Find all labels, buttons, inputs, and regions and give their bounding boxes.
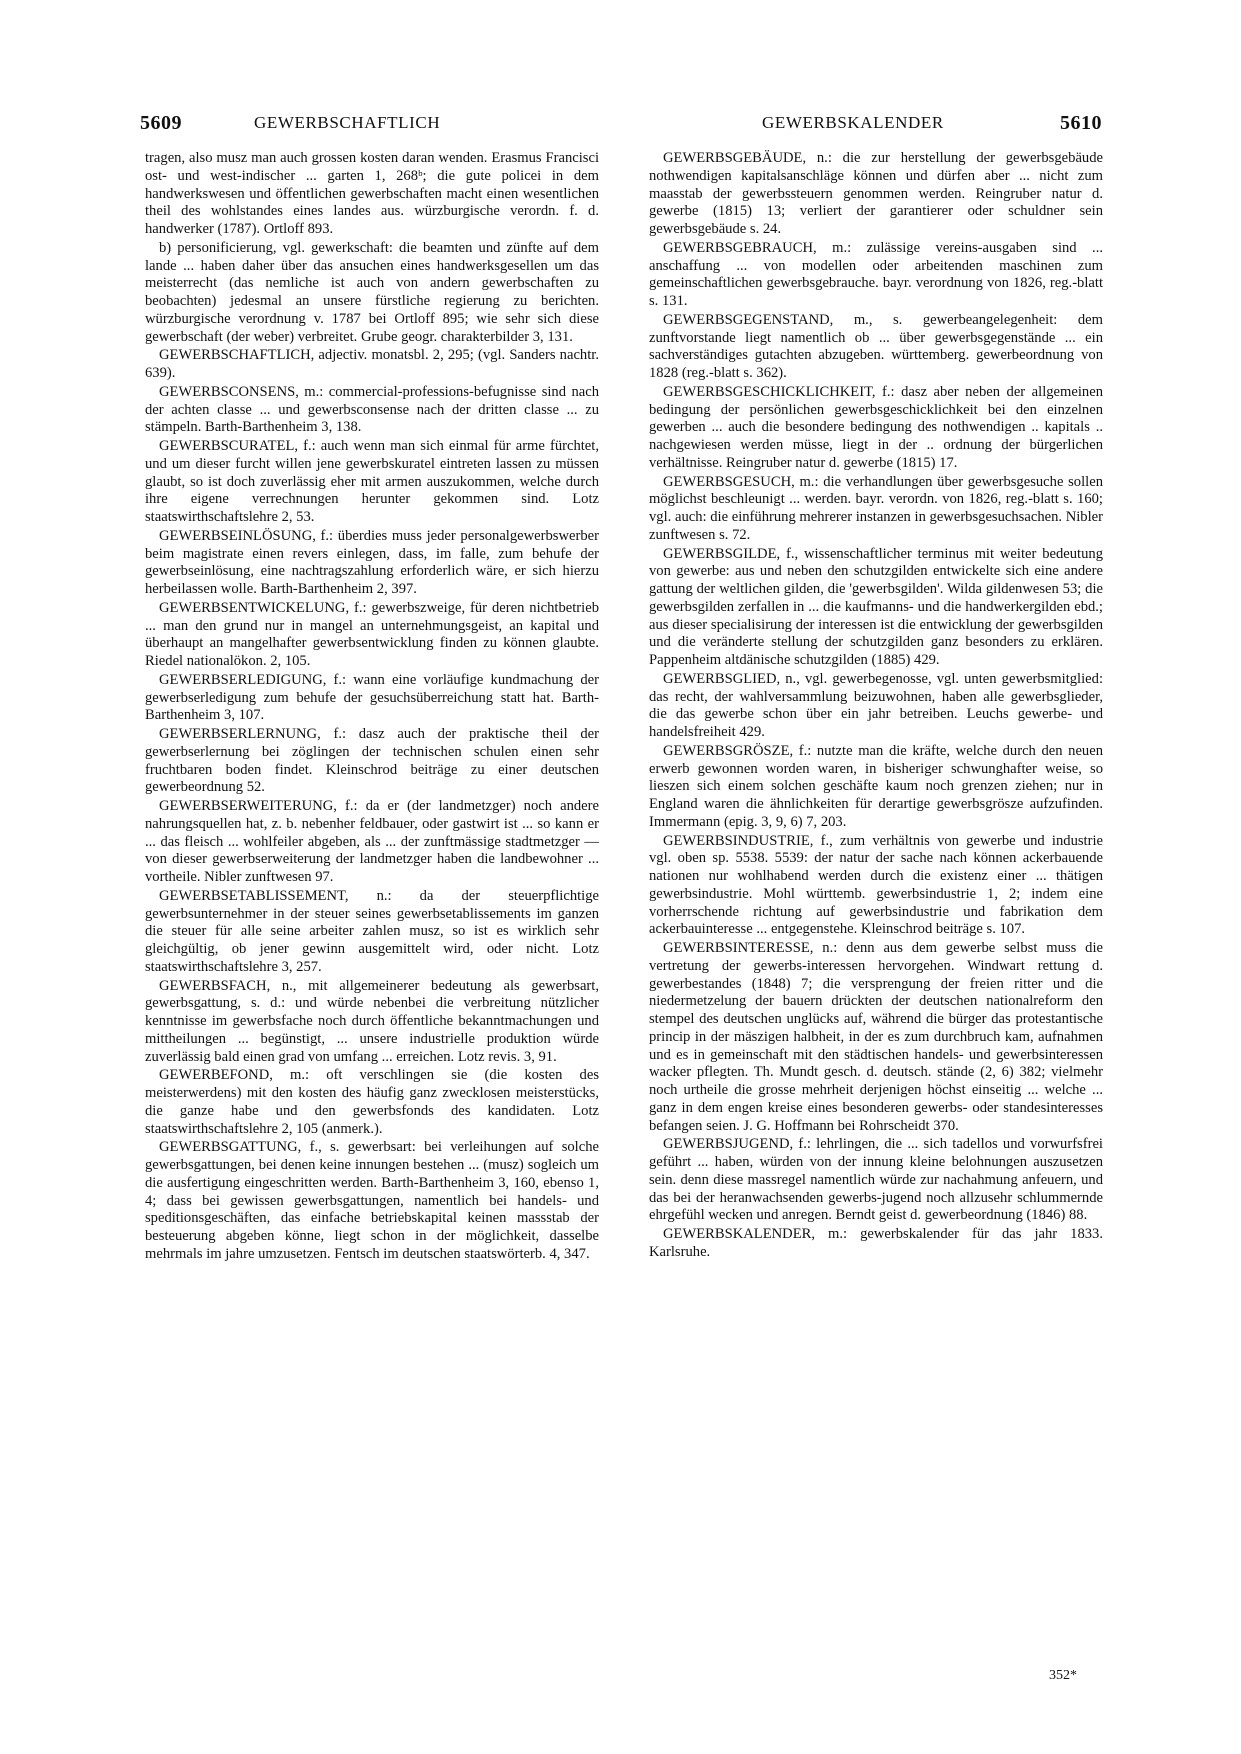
- entry-paragraph: GEWERBSGATTUNG, f., s. gewerbsart: bei verleihungen auf solche gewerbsgattungen, bei denen keine innungen bestehen ... (musz) sogleich um die ausfertigung eingeschritten werden. Barth-Barthenheim 3, 160, ebenso 1, 4; dass bei gewissen gewerbsgattungen, namentlich bei handels- und speditionsgeschäften, das einfache betriebskapital keinen massstab der besteuerung abgeben könne, liegt schon in der möglichkeit, dasselbe mehrmals im jahre umzusetzen. Fentsch im deutschen staatswörterb. 4, 347.: [145, 1139, 599, 1262]
- entry-paragraph: GEWERBSCURATEL, f.: auch wenn man sich einmal für arme fürchtet, und um dieser furcht willen jene gewerbskuratel eintreten lassen zu müssen glaubt, so ist doch zuverlässig eher mit armen auszukommen, welche durch ihre eigene verrechnungen herunter gekommen sind. Lotz staatswirthschaftslehre 2, 53.: [145, 438, 599, 525]
- right-running-title: GEWERBSKALENDER: [762, 113, 944, 132]
- entry-paragraph: GEWERBSGEBÄUDE, n.: die zur herstellung der gewerbsgebäude nothwendigen kapitalsanschläge können und dürfen aber ... nicht zum maasstab der gewerbssteuern genommen werden. Reingruber natur d. gewerbe (1815) 13; verliert der garantierer oder schuldner sein gewerbsgebäude s. 24.: [649, 150, 1103, 237]
- entry-paragraph: GEWERBSCHAFTLICH, adjectiv. monatsbl. 2, 295; (vgl. Sanders nachtr. 639).: [145, 347, 599, 381]
- entry-paragraph: GEWERBSGEGENSTAND, m., s. gewerbeangelegenheit: dem zunftvorstande liegt namentlich ob ... über gewerbsgegenstände ... ein sachverständiges gutachten abzugeben. württemberg. gewerbeordnung von 1828 (reg.-blatt s. 362).: [649, 311, 1103, 381]
- left-running-title: GEWERBSCHAFTLICH: [254, 113, 441, 132]
- right-page-number: 5610: [1060, 112, 1102, 134]
- entry-paragraph: GEWERBSGLIED, n., vgl. gewerbegenosse, vgl. unten gewerbsmitglied: das recht, der wahlversammlung beizuwohnen, haben alle gewerbsglieder, die das gewerbe schon über ein jahr betreiben. Leuchs gewerbe- und handelsfreiheit 429.: [649, 670, 1103, 740]
- entry-paragraph: GEWERBSINDUSTRIE, f., zum verhältnis von gewerbe und industrie vgl. oben sp. 5538. 5539: der natur der sache nach können ackerbauende nationen nur wohlhabend werden durch die existenz einer ... thätigen gewerbsindustrie. Mohl württemb. gewerbsindustrie 1, 2; indem eine vorherrschende richtung auf gewerbsindustrie und fabrikation dem ackerbauinteresse ... entgegenstehe. Kleinschrod beiträge s. 107.: [649, 832, 1103, 938]
- left-page-number: 5609: [140, 112, 182, 134]
- entry-paragraph: GEWERBSKALENDER, m.: gewerbskalender für das jahr 1833. Karlsruhe.: [649, 1226, 1103, 1260]
- entry-paragraph: b) personificierung, vgl. gewerkschaft: die beamten und zünfte auf dem lande ... haben daher über das ansuchen eines handwerksgesellen um das meisterrecht (das nemliche ist auch von andern gewerbschaften zu beobachten) jedesmal an unsere fürstliche regierung zu berichten. würzburgische verordnung v. 1787 bei Ortloff 895; wie sehr sich diese gewerbschaft (der weber) verbreitet. Grube geogr. charakterbilder 3, 131.: [145, 239, 599, 345]
- left-column: [145, 150, 599, 1265]
- entry-paragraph: GEWERBSGESCHICKLICHKEIT, f.: dasz aber neben der allgemeinen bedingung der persönlichen gewerbsgeschicklichkeit bei den einzelnen gewerben ... auch die besondere bedingung des nothwendigen .. kapitals .. nachgewiesen werden müsse, liegt in der .. ordnung der bürgerlichen verhältnisse. Reingruber natur d. gewerbe (1815) 17.: [649, 383, 1103, 471]
- entry-paragraph: GEWERBSJUGEND, f.: lehrlingen, die ... sich tadellos und vorwurfsfrei geführt ... haben, würden von der innung kleine belohnungen auszusetzen sein. denn diese massregel namentlich würde zur nachahmung anfeuern, und das bei der heranwachsenden gewerbs-jugend noch allzusehr schlummernde ehrgefühl wecken und anregen. Berndt geist d. gewerbeordnung (1846) 88.: [649, 1136, 1103, 1224]
- entry-paragraph: GEWERBSCONSENS, m.: commercial-professions-befugnisse sind nach der achten classe ... und gewerbsconsense nach der dritten classe ... zu stämpeln. Barth-Barthenheim 3, 138.: [145, 383, 599, 436]
- entry-paragraph: GEWERBSENTWICKELUNG, f.: gewerbszweige, für deren nichtbetrieb ... man den grund nur in mangel an unternehmungsgeist, an kapital und überhaupt an mangelhafter gewerbsentwicklung finden zu können glaubte. Riedel nationalökon. 2, 105.: [145, 599, 599, 669]
- entry-paragraph: GEWERBSGESUCH, m.: die verhandlungen über gewerbsgesuche sollen möglichst beschleunigt ... werden. bayr. verordn. von 1826, reg.-blatt s. 160; vgl. auch: die einführung mehrerer instanzen in gewerbsgesuchsachen. Nibler zunftwesen s. 72.: [649, 473, 1103, 543]
- entry-paragraph: GEWERBSETABLISSEMENT, n.: da der steuerpflichtige gewerbsunternehmer in der steuer seines gewerbsetablissements im ganzen die steuer für alle seine arbeiter zahlen musz, so ist es wirklich sehr gleichgültig, ob jener gewinn ausgemittelt wird, oder nicht. Lotz staatswirthschaftslehre 3, 257.: [145, 887, 599, 975]
- running-header: [140, 112, 1102, 140]
- entry-paragraph: GEWERBSERLERNUNG, f.: dasz auch der praktische theil der gewerbserlernung bei zöglingen der technischen schulen einen sehr fruchtbaren boden findet. Kleinschrod beiträge zu einer deutschen gewerbeordnung 52.: [145, 726, 599, 796]
- entry-paragraph: GEWERBSINTERESSE, n.: denn aus dem gewerbe selbst muss die vertretung der gewerbs-interessen hervorgehen. Windwart rettung d. gewerbestandes (1848) 7; die versprengung der freien ritter und die niedermetzelung der bauern drückten der deutschen nationalreform den stempel des deutschen unglücks auf, während die bürger das protestantische princip in der mäszigen halbheit, in der es zum durchbruch kam, aufnahmen und es in gemeinschaft mit den städtischen handels- und gewerbsinteressen wacker pflegten. Th. Mundt gesch. d. deutsch. stände (2, 6) 382; vielmehr noch urtheile die grosse mehrheit derjenigen höchst einseitig ... welche ... ganz in dem engen kreise eines besonderen gewerbs- oder standesinteresses befangen seien. J. G. Hoffmann bei Rohrscheidt 370.: [649, 940, 1103, 1134]
- entry-paragraph: GEWERBSEINLÖSUNG, f.: überdies muss jeder personalgewerbswerber beim magistrate einen revers einlegen, dass, im falle, zum behufe der gewerbseinlösung, eine nachtragszahlung erforderlich wäre, er sich hierzu herbeilassen wolle. Barth-Barthenheim 2, 397.: [145, 527, 599, 597]
- signature-mark: 352*: [1049, 1668, 1077, 1683]
- entry-paragraph: GEWERBSERLEDIGUNG, f.: wann eine vorläufige kundmachung der gewerbserledigung zum behufe der gesuchsüberreichung statt hat. Barth-Barthenheim 3, 107.: [145, 671, 599, 724]
- right-column: [649, 150, 1103, 1263]
- entry-paragraph: GEWERBSGILDE, f., wissenschaftlicher terminus mit weiter bedeutung von gewerbe: aus und neben den schutzgilden entwickelte sich eine andere gattung der weltlichen gilden, die 'gewerbsgilden'. Wilda gildenwesen 53; die gewerbsgilden zerfallen in ... die kaufmanns- und die handwerkergilden ebd.; aus dieser specialisirung der interessen ist die entwicklung der gewerbsgilden und die veränderte stellung der schutzgilden ganz besonders zu erklären. Pappenheim altdänische schutzgilden (1885) 429.: [649, 545, 1103, 668]
- entry-paragraph: GEWERBSGEBRAUCH, m.: zulässige vereins-ausgaben sind ... anschaffung ... von modellen oder arbeitenden maschinen zum gemeinschaftlichen gewerbsgebrauche. bayr. verordnung von 1826, reg.-blatt s. 131.: [649, 239, 1103, 309]
- entry-paragraph: tragen, also musz man auch grossen kosten daran wenden. Erasmus Francisci ost- und west-indischer ... garten 1, 268ᵇ; die gute policei in dem handwerkswesen und öffentlichen gewerbschaften macht einen wesentlichen theil des wohlstandes eines landes aus. würzburgische verordn. f. d. handwerker (1787). Ortloff 893.: [145, 150, 599, 237]
- entry-paragraph: GEWERBSGRÖSZE, f.: nutzte man die kräfte, welche durch den neuen erwerb gewonnen worden waren, in bisheriger schwunghafter weise, so lieszen sich einem solchen geschäfte kaum noch grenzen ziehen; nur in England waren die ähnlichkeiten für derartige gewerbsgrösze aufzufinden. Immermann (epig. 3, 9, 6) 7, 203.: [649, 742, 1103, 830]
- entry-paragraph: GEWERBSERWEITERUNG, f.: da er (der landmetzger) noch andere nahrungsquellen hat, z. b. nebenher feldbauer, oder gastwirt ist ... so kann er ... das fleisch ... wohlfeiler abgeben, als ... der zunftmässige stadtmetzger — von dieser gewerbserweiterung der landmetzger haben die landbewohner ... vortheile. Nibler zunftwesen 97.: [145, 798, 599, 885]
- entry-paragraph: GEWERBEFOND, m.: oft verschlingen sie (die kosten des meisterwerdens) mit den kosten des häufig ganz zwecklosen meisterstücks, die ganze habe und den gewerbsfonds des kandidaten. Lotz staatswirthschaftslehre 2, 105 (anmerk.).: [145, 1067, 599, 1137]
- entry-paragraph: GEWERBSFACH, n., mit allgemeinerer bedeutung als gewerbsart, gewerbsgattung, s. d.: und würde nebenbei die verbreitung nützlicher kenntnisse im gewerbsfache noch durch öffentliche bekanntmachungen und mittheilungen ... begünstigt, ... unsere industrielle produktion würde zuverlässig bald einen grad von umfang ... erreichen. Lotz revis. 3, 91.: [145, 977, 599, 1065]
